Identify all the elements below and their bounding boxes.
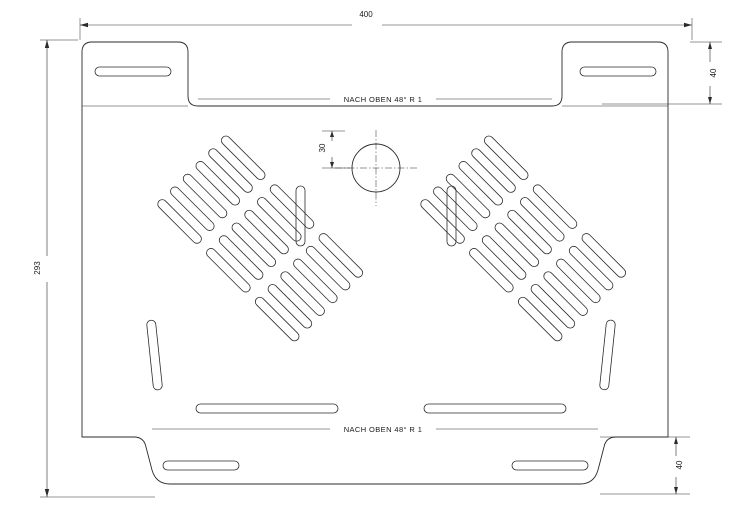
louvre-slots-right [419, 134, 628, 343]
mounting-slots-top [95, 67, 656, 76]
louvre-slots-left [156, 134, 365, 343]
annotation-notes [344, 95, 423, 434]
edge-slots [146, 186, 615, 390]
dim-hole-offset: 30 [318, 143, 327, 153]
bend-lines [152, 99, 598, 429]
dimension-labels [33, 10, 718, 469]
dim-flange-bottom-right: 40 [675, 460, 684, 470]
dim-height-left: 293 [33, 261, 42, 275]
note-bottom: NACH OBEN 48° R 1 [343, 425, 423, 434]
dim-flange-top-right: 40 [709, 68, 718, 78]
mounting-slots-bottom [163, 461, 588, 470]
note-top: NACH OBEN 48° R 1 [343, 95, 423, 104]
dim-width-top: 400 [359, 10, 373, 19]
horizontal-slots [196, 404, 566, 413]
